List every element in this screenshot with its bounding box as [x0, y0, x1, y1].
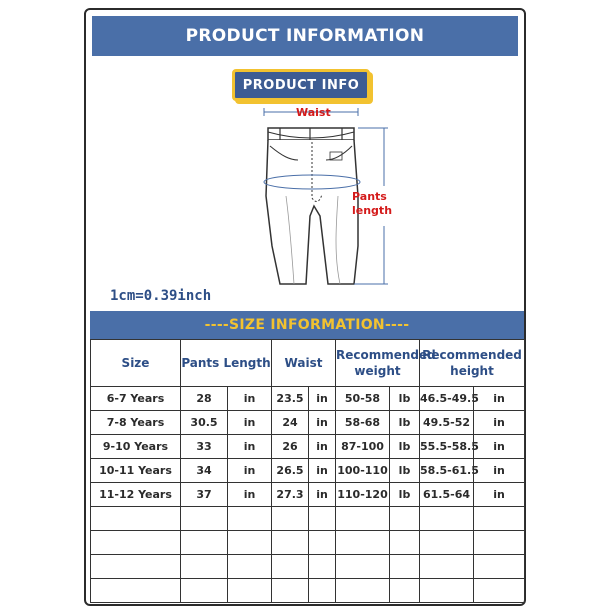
- length-cell: 30.5: [181, 411, 228, 435]
- unit-cell: in: [474, 483, 525, 507]
- height-cell: 49.5-52: [420, 411, 474, 435]
- empty-row: [91, 579, 525, 603]
- table-row: [91, 459, 525, 483]
- weight-cell: 50-58: [336, 387, 390, 411]
- unit-cell: in: [474, 435, 525, 459]
- size-cell: 6-7 Years: [91, 387, 181, 411]
- unit-cell: in: [228, 387, 272, 411]
- weight-cell: 110-120: [336, 483, 390, 507]
- unit-cell: in: [228, 411, 272, 435]
- unit-cell: in: [309, 483, 336, 507]
- size-cell: 11-12 Years: [91, 483, 181, 507]
- table-row: [91, 435, 525, 459]
- unit-cell: lb: [390, 387, 420, 411]
- size-info-banner: ----SIZE INFORMATION----: [90, 311, 524, 339]
- table-row: [91, 387, 525, 411]
- unit-cell: in: [474, 459, 525, 483]
- length-cell: 33: [181, 435, 228, 459]
- empty-row: [91, 507, 525, 531]
- length-cell: 37: [181, 483, 228, 507]
- height-cell: 55.5-58.5: [420, 435, 474, 459]
- unit-cell: in: [228, 459, 272, 483]
- unit-cell: in: [474, 411, 525, 435]
- unit-cell: lb: [390, 435, 420, 459]
- height-cell: 58.5-61.5: [420, 459, 474, 483]
- unit-cell: lb: [390, 483, 420, 507]
- weight-cell: 58-68: [336, 411, 390, 435]
- height-cell: 61.5-64: [420, 483, 474, 507]
- product-info-badge: PRODUCT INFO: [232, 69, 370, 101]
- pants-length-label: Pants length: [352, 190, 393, 217]
- waist-cell: 26: [272, 435, 309, 459]
- header-height: Recommended height: [420, 340, 525, 387]
- waist-cell: 27.3: [272, 483, 309, 507]
- waist-cell: 23.5: [272, 387, 309, 411]
- unit-cell: in: [309, 411, 336, 435]
- size-cell: 10-11 Years: [91, 459, 181, 483]
- empty-row: [91, 531, 525, 555]
- unit-cell: in: [474, 387, 525, 411]
- unit-cell: in: [309, 459, 336, 483]
- size-chart-card: [84, 8, 526, 606]
- height-cell: 46.5-49.5: [420, 387, 474, 411]
- table-row: [91, 483, 525, 507]
- table-header-row: [91, 340, 525, 387]
- size-cell: 7-8 Years: [91, 411, 181, 435]
- unit-cell: lb: [390, 459, 420, 483]
- header-weight: Recommended weight: [336, 340, 420, 387]
- unit-cell: lb: [390, 411, 420, 435]
- weight-cell: 87-100: [336, 435, 390, 459]
- page-title: PRODUCT INFORMATION: [92, 16, 518, 56]
- size-cell: 9-10 Years: [91, 435, 181, 459]
- unit-conversion: 1cm=0.39inch: [110, 288, 212, 304]
- waist-label: Waist: [296, 106, 331, 119]
- header-size: Size: [91, 340, 181, 387]
- unit-cell: in: [228, 483, 272, 507]
- length-cell: 34: [181, 459, 228, 483]
- unit-cell: in: [228, 435, 272, 459]
- unit-cell: in: [309, 387, 336, 411]
- header-pants-length: Pants Length: [181, 340, 272, 387]
- unit-cell: in: [309, 435, 336, 459]
- waist-cell: 26.5: [272, 459, 309, 483]
- header-waist: Waist: [272, 340, 336, 387]
- size-table: [90, 339, 525, 603]
- empty-row: [91, 555, 525, 579]
- weight-cell: 100-110: [336, 459, 390, 483]
- length-cell: 28: [181, 387, 228, 411]
- waist-cell: 24: [272, 411, 309, 435]
- table-row: [91, 411, 525, 435]
